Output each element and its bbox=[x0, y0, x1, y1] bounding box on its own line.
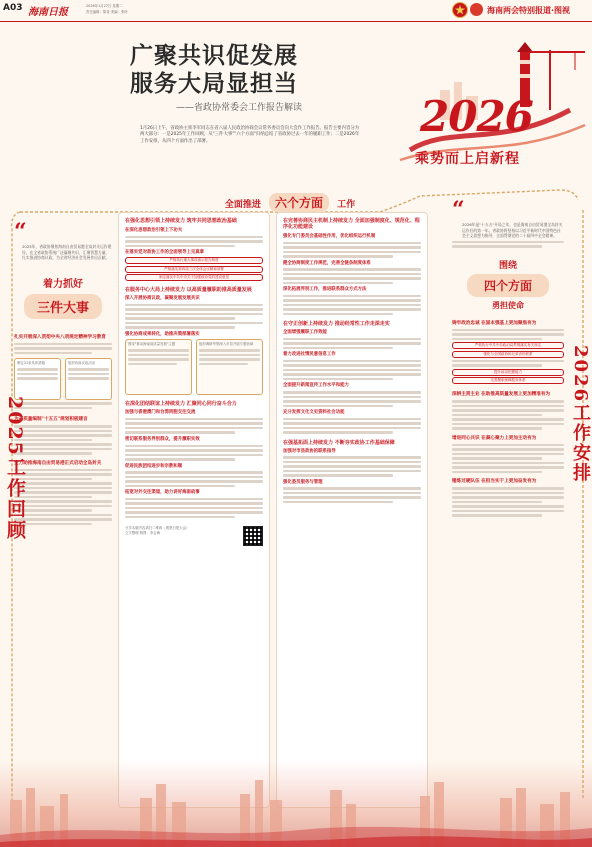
note-box bbox=[125, 339, 192, 395]
mid-sub-title: 在落实党对政协工作的全面领导上见真章 bbox=[125, 250, 205, 256]
three-events-badge: 三件大事 bbox=[24, 294, 102, 319]
right-section-title: 铸牢政治忠诚 在固本强基上更加聚焦有为 bbox=[452, 320, 537, 326]
mid-right-sub-title: 全面提升新闻宣传工作水平和能力 bbox=[283, 383, 349, 389]
editor-line: 责任编辑：陈奇 美编：张昕 bbox=[86, 10, 128, 14]
mid-right-sub-title: 充分发挥文化文史资料社会功能 bbox=[283, 410, 345, 416]
right-column bbox=[452, 197, 564, 808]
mid-right-sub-title: 全面增强履职工作效能 bbox=[283, 330, 327, 336]
mid-sub-title: 强化协商成果转化，助推决策部署落实 bbox=[125, 331, 200, 337]
mid-right-sub-title: 强化专门委员会基础性作用，优化组织运行机制 bbox=[283, 234, 376, 239]
banner-year: 2026 bbox=[420, 92, 533, 141]
six-aspects-badge: 六个方面 bbox=[269, 193, 329, 212]
middle-left-panel bbox=[118, 212, 270, 808]
left-section-title: 为高质量编制"十五五"规划积极建言 bbox=[14, 417, 88, 423]
mid-sub-title: 加强与香港澳门和台湾同胞交往交流 bbox=[125, 410, 196, 416]
special-report-title: 海南两会特别报道·图视 bbox=[487, 6, 571, 15]
headline-line-2: 服务大局显担当 bbox=[130, 70, 298, 97]
middle-header-pre: 全面推进 bbox=[224, 200, 261, 210]
page-number: A03 bbox=[3, 3, 23, 13]
city-skyline-graphic bbox=[0, 760, 592, 847]
mid-right-section-title: 在完善协商民主机制上持续发力 全面加强制度化、规范化、程序化功能建设 bbox=[283, 218, 420, 230]
right-pill-item: 完善履职保障服务体系 bbox=[452, 377, 564, 384]
mid-sub-title: 拓宽对外交往渠道，助力讲好海南故事 bbox=[125, 490, 200, 496]
left-section-title: 扎实开展深入贯彻中央八项规定精神学习教育 bbox=[14, 334, 106, 340]
mid-sub-title: 在深化思想政治引领上下功夫 bbox=[125, 228, 183, 233]
mid-section-title: 在服务中心大局上持续发力 以高质量履职助推高质量发展 bbox=[125, 287, 252, 294]
info-box-b-text: 组织协商议政活动 bbox=[68, 361, 96, 366]
mid-right-sub-title: 健全协商制度工作规范，完善全链条制度体系 bbox=[283, 260, 371, 266]
brave-label: 勇担使命 bbox=[492, 300, 524, 310]
mid-section-title: 在深化团结联谊上持续发力 汇聚同心同行奋斗合力 bbox=[125, 401, 237, 408]
middle-right-panel bbox=[276, 212, 428, 808]
left-quote-text: 2025年，省政协聚焦海南自由贸易港全岛封关运作建设，在全省政协系统广泛凝聚共识，汇聚智慧力量，扎实推进协商议政，为全省经济社会发展作出贡献。 bbox=[22, 244, 112, 261]
mid-sub-title: 促进民族团结进步和宗教和顺 bbox=[125, 463, 183, 469]
mid-right-sub-title: 着力改进社情民意信息工作 bbox=[283, 352, 336, 358]
right-section-title: 深耕主责主业 在助推高质量发展上更加精准有为 bbox=[452, 392, 551, 398]
mid-sub-title: 密切联系服务界别群众，提升履职实效 bbox=[125, 436, 200, 442]
quote-mark-icon-right: “ bbox=[452, 197, 465, 223]
info-box-a bbox=[14, 358, 61, 400]
masthead bbox=[0, 0, 592, 22]
mid-right-sub-title: 加强对市县政协的联系指导 bbox=[283, 448, 336, 454]
note-box-text: 组织调研考察深入市县开展专题协商 bbox=[199, 342, 254, 347]
around-label: 围绕 bbox=[498, 260, 517, 271]
right-pill-item: 强化与全国政协和兄弟省份联系 bbox=[452, 351, 564, 358]
info-box-b bbox=[65, 358, 112, 400]
note-box bbox=[196, 339, 263, 395]
emblem-icon bbox=[452, 2, 468, 18]
mid-right-sub-title: 深化拓展界别工作，推进联系群众方式方法 bbox=[283, 287, 367, 293]
right-intro: 2026年是"十五五"开局之年，也是海南自由贸易港全岛封关运作后的第一年。省政协将坚持以习近平新时代中国特色社会主义思想为指导，全面贯彻党的二十届四中全会精神。 bbox=[462, 222, 563, 239]
qr-code-icon[interactable] bbox=[243, 526, 263, 546]
right-pill-item: 提升政治把握能力 bbox=[452, 369, 564, 376]
headline-line-1: 广聚共识促发展 bbox=[130, 42, 298, 69]
right-vertical-title: 2026工作安排 bbox=[570, 345, 591, 484]
info-box-a-text: 制定31条具体措施 bbox=[17, 361, 46, 366]
bottom-note: 分享本版内容请扫二维码（观察日报大众） bbox=[125, 526, 190, 531]
middle-header-post: 工作 bbox=[337, 200, 356, 210]
emblem-2-icon bbox=[470, 3, 483, 16]
mid-section-title: 在强化思想引领上持续发力 筑牢共同思想政治基础 bbox=[125, 218, 237, 224]
banner-illustration bbox=[380, 30, 592, 190]
quote-mark-icon: “ bbox=[14, 219, 27, 245]
banner-slogan: 乘势而上启新程 bbox=[415, 151, 520, 167]
right-section-title: 锤炼过硬队伍 在担当实干上更加奋发有为 bbox=[452, 479, 537, 485]
mid-right-section-title: 在守正创新上持续发力 推动经常性工作走深走实 bbox=[283, 321, 390, 328]
paper-name: 海南日报 bbox=[28, 7, 68, 18]
left-vertical-title: 2025工作回顾 bbox=[4, 396, 26, 541]
pill-item: 严格落实第四届三次全体会议精神部署 bbox=[125, 266, 263, 273]
bottom-note-2: 文字整理 制图：李志海 bbox=[125, 531, 160, 536]
pill-item: 严格执行重大事项请示报告制度 bbox=[125, 257, 263, 264]
intro-paragraph: 1月26日上午，省政协主席李军同志在省八届人民政治协商会议常务委员会向大会作工作报告。报告主要内容分为两大部分：一是2025年工作回顾，从"三件大事""六个方面"归纳总结了省政协过去一年的履职工作；二是2026年工作安排，从四个方面作出了部署。 bbox=[140, 126, 360, 144]
mid-right-section-title: 在强基拓面上持续发力 不断夯实政协工作基础保障 bbox=[283, 439, 395, 446]
four-aspects-badge: 四个方面 bbox=[467, 274, 549, 297]
headline bbox=[130, 42, 390, 113]
bottom-skyline bbox=[0, 760, 592, 847]
grab-label: 着力抓好 bbox=[43, 278, 83, 290]
headline-subtitle: ——省政协常委会工作报告解读 bbox=[176, 103, 303, 113]
right-section-title: 增进同心共识 在凝心聚力上更加主动有为 bbox=[452, 435, 537, 441]
note-box-text: 围绕"推动海南高质量发展"主题 bbox=[128, 342, 176, 347]
mid-sub-title: 深入开展协商议政，凝聚发展发展共识 bbox=[125, 296, 200, 302]
left-section-title: 全力助推海南自由贸易港正式启动全岛封关 bbox=[14, 460, 102, 466]
right-pill-item: 严格执行中共中央政治局贯彻落实有关规定 bbox=[452, 342, 564, 349]
date-line: 2026年1月27日 星期二 bbox=[86, 4, 123, 8]
pill-item: 制定落实中共中央关于加强政协党的建设意见 bbox=[125, 274, 263, 281]
middle-header bbox=[175, 192, 405, 212]
mid-right-sub-title: 强化委员服务与管理 bbox=[283, 479, 323, 485]
